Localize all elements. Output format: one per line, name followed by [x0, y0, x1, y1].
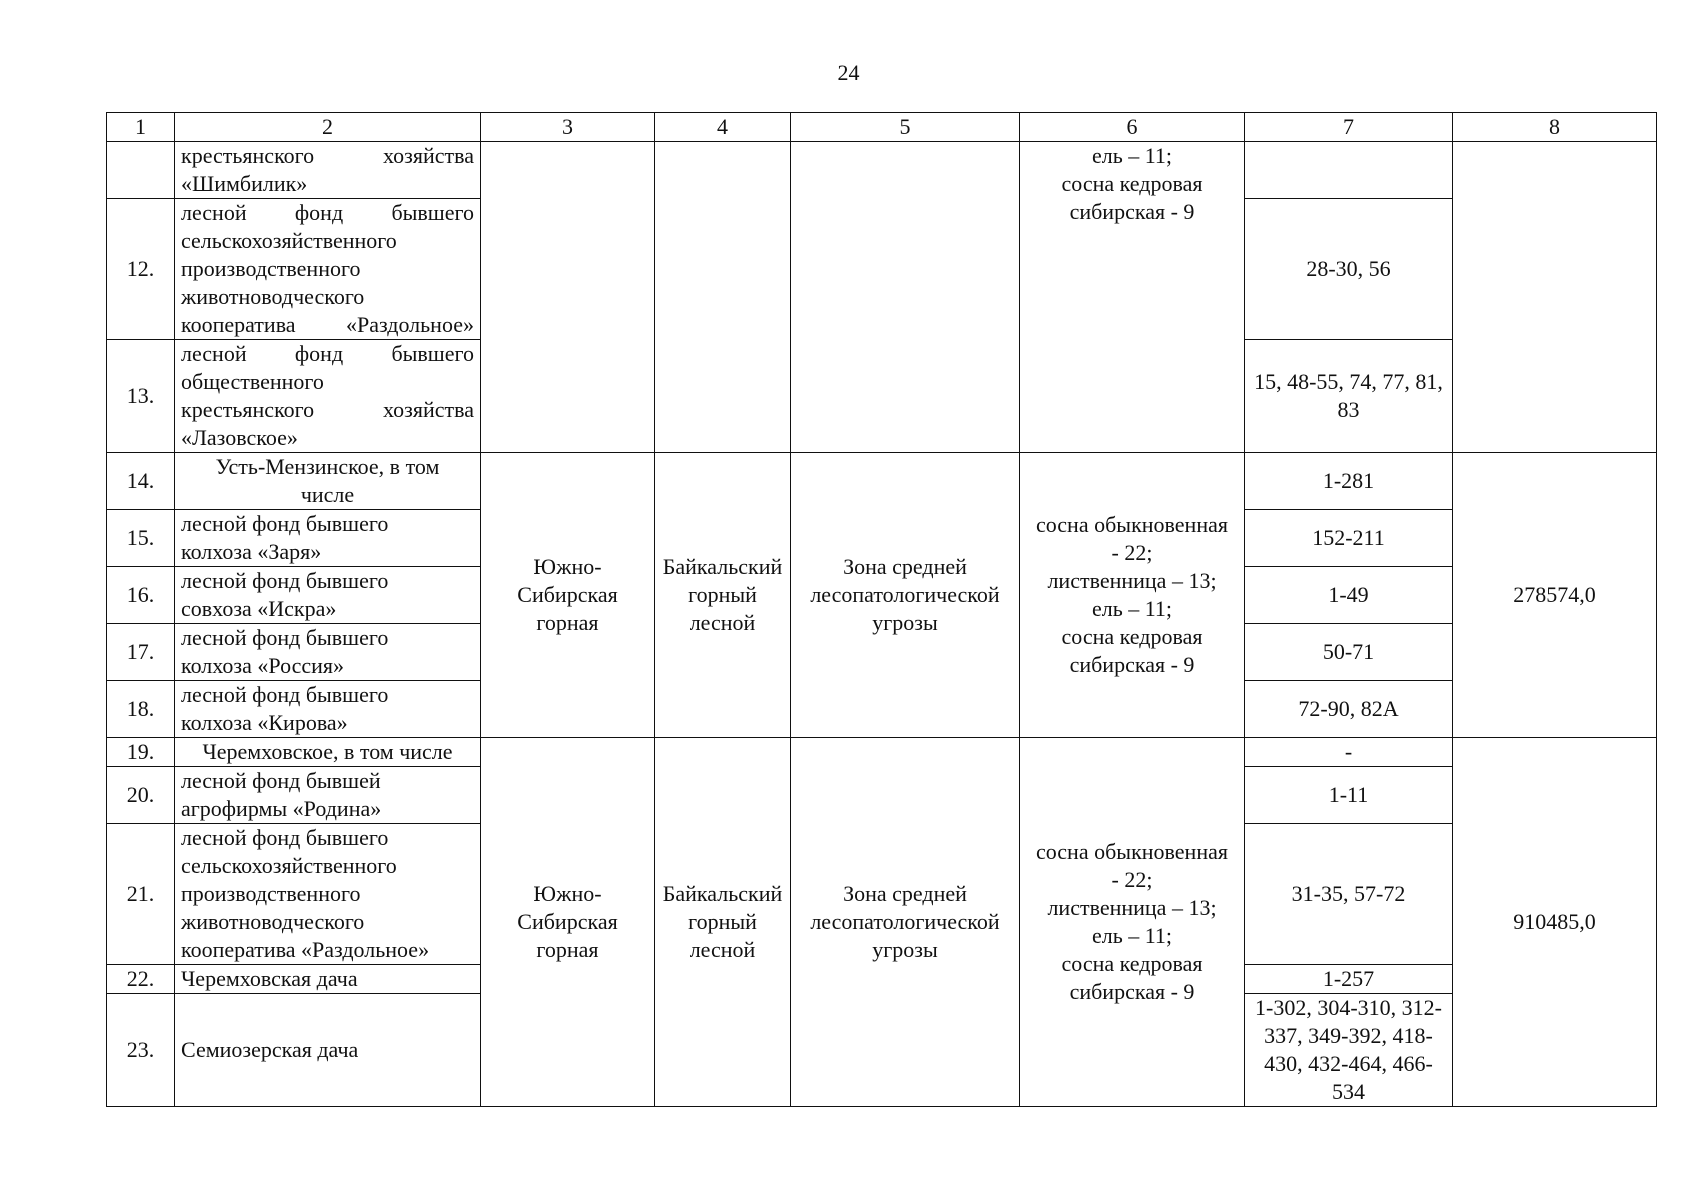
name-line: лесной фонд бывшего — [181, 625, 389, 650]
name-line: совхоза «Искра» — [181, 596, 337, 621]
quarters-cell — [1245, 142, 1453, 199]
name-line: лесной фонд бывшего — [181, 825, 389, 850]
species-line: сибирская - 9 — [1069, 979, 1195, 1004]
table-row — [107, 738, 1657, 767]
column-header: 2 — [175, 113, 481, 142]
quarters-cell: 15, 48-55, 74, 77, 81, 83 — [1245, 340, 1453, 453]
species-cell — [1020, 142, 1245, 453]
name-line: кооператива «Раздольное» — [181, 937, 430, 962]
district-cell — [655, 142, 791, 453]
name-line: животноводческого — [181, 284, 365, 309]
page-number: 24 — [837, 60, 860, 85]
species-line: лиственница – 13; — [1047, 568, 1217, 593]
species-line: сосна кедровая — [1061, 624, 1203, 649]
quarters-cell: 50-71 — [1245, 624, 1453, 681]
name-line: крестьянского хозяйства — [181, 397, 474, 422]
district-cell: Байкальский горный лесной — [655, 453, 791, 738]
table-row — [107, 142, 1657, 199]
name-line: лесной фонд бывшего — [181, 341, 474, 366]
species-line: сосна кедровая — [1061, 171, 1203, 196]
zone-cell: Зона средней лесопатологической угрозы — [791, 738, 1020, 1107]
name-line: крестьянского хозяйства — [181, 143, 474, 168]
name-line: «Лазовское» — [181, 425, 298, 450]
row-number: 20. — [107, 767, 175, 824]
row-name — [175, 453, 481, 510]
species-line: сосна обыкновенная — [1035, 512, 1228, 537]
quarters-cell: 1-281 — [1245, 453, 1453, 510]
species-cell — [1020, 738, 1245, 1107]
species-line: сибирская - 9 — [1069, 652, 1195, 677]
row-number — [107, 142, 175, 199]
species-line: сосна кедровая — [1061, 951, 1203, 976]
area-cell: 278574,0 — [1453, 453, 1657, 738]
name-line: агрофирмы «Родина» — [181, 796, 382, 821]
quarters-cell: 1-49 — [1245, 567, 1453, 624]
name-line: числе — [300, 482, 355, 507]
name-line: колхоза «Кирова» — [181, 710, 348, 735]
name-line: сельскохозяйственного — [181, 853, 397, 878]
name-line: Усть-Мензинское, в том — [215, 454, 440, 479]
name-line: сельскохозяйственного — [181, 228, 397, 253]
quarters-cell: 152-211 — [1245, 510, 1453, 567]
column-header: 8 — [1453, 113, 1657, 142]
row-name — [175, 567, 481, 624]
species-line: - 22; — [1111, 867, 1153, 892]
area-cell: 910485,0 — [1453, 738, 1657, 1107]
district-cell: Байкальский горный лесной — [655, 738, 791, 1107]
species-line: ель – 11; — [1091, 923, 1173, 948]
row-name — [175, 142, 481, 199]
row-name — [175, 681, 481, 738]
species-line: сосна обыкновенная — [1035, 839, 1228, 864]
name-line: колхоза «Россия» — [181, 653, 345, 678]
name-line: лесной фонд бывшего — [181, 682, 389, 707]
row-number: 22. — [107, 965, 175, 994]
species-line: ель – 11; — [1091, 596, 1173, 621]
column-header: 1 — [107, 113, 175, 142]
name-line: лесной фонд бывшей — [181, 768, 381, 793]
row-name — [175, 340, 481, 453]
region-cell — [481, 142, 655, 453]
row-number: 17. — [107, 624, 175, 681]
column-header: 7 — [1245, 113, 1453, 142]
name-line: производственного — [181, 881, 361, 906]
name-line: кооператива «Раздольное» — [181, 312, 474, 337]
name-line: лесной фонд бывшего — [181, 568, 389, 593]
header-row — [107, 113, 1657, 142]
quarters-cell: 28-30, 56 — [1245, 199, 1453, 340]
column-header: 4 — [655, 113, 791, 142]
quarters-cell: 1-11 — [1245, 767, 1453, 824]
name-line: «Шимбилик» — [181, 171, 308, 196]
name-line: Семиозерская дача — [181, 1037, 359, 1062]
quarters-cell: 1-257 — [1245, 965, 1453, 994]
row-name — [175, 510, 481, 567]
row-name — [175, 965, 481, 994]
row-number: 21. — [107, 824, 175, 965]
name-line: производственного — [181, 256, 361, 281]
row-name — [175, 738, 481, 767]
name-line: общественного — [181, 369, 324, 394]
row-name — [175, 199, 481, 340]
name-line: Черемховская дача — [181, 966, 358, 991]
column-header: 3 — [481, 113, 655, 142]
row-name — [175, 624, 481, 681]
species-line: - 22; — [1111, 540, 1153, 565]
name-line: колхоза «Заря» — [181, 539, 322, 564]
name-line: животноводческого — [181, 909, 365, 934]
row-number: 15. — [107, 510, 175, 567]
forest-table — [106, 112, 1657, 1107]
quarters-cell: 72-90, 82А — [1245, 681, 1453, 738]
column-header: 5 — [791, 113, 1020, 142]
region-cell: Южно-Сибирская горная — [481, 453, 655, 738]
row-number: 16. — [107, 567, 175, 624]
quarters-cell: - — [1245, 738, 1453, 767]
table-row — [107, 453, 1657, 510]
name-line: лесной фонд бывшего — [181, 200, 474, 225]
row-name — [175, 824, 481, 965]
row-name — [175, 994, 481, 1107]
quarters-cell: 31-35, 57-72 — [1245, 824, 1453, 965]
zone-cell — [791, 142, 1020, 453]
row-number: 12. — [107, 199, 175, 340]
species-line: лиственница – 13; — [1047, 895, 1217, 920]
row-number: 13. — [107, 340, 175, 453]
region-cell: Южно-Сибирская горная — [481, 738, 655, 1107]
row-number: 18. — [107, 681, 175, 738]
species-line: ель – 11; — [1091, 143, 1173, 168]
area-cell — [1453, 142, 1657, 453]
species-line: сибирская - 9 — [1069, 199, 1195, 224]
row-number: 23. — [107, 994, 175, 1107]
row-number: 14. — [107, 453, 175, 510]
row-number: 19. — [107, 738, 175, 767]
column-header: 6 — [1020, 113, 1245, 142]
zone-cell: Зона средней лесопатологической угрозы — [791, 453, 1020, 738]
name-line: лесной фонд бывшего — [181, 511, 389, 536]
species-cell — [1020, 453, 1245, 738]
name-line: Черемховское, в том числе — [202, 739, 453, 764]
row-name — [175, 767, 481, 824]
quarters-cell: 1-302, 304-310, 312-337, 349-392, 418-430, 432-464, 466-534 — [1245, 994, 1453, 1107]
